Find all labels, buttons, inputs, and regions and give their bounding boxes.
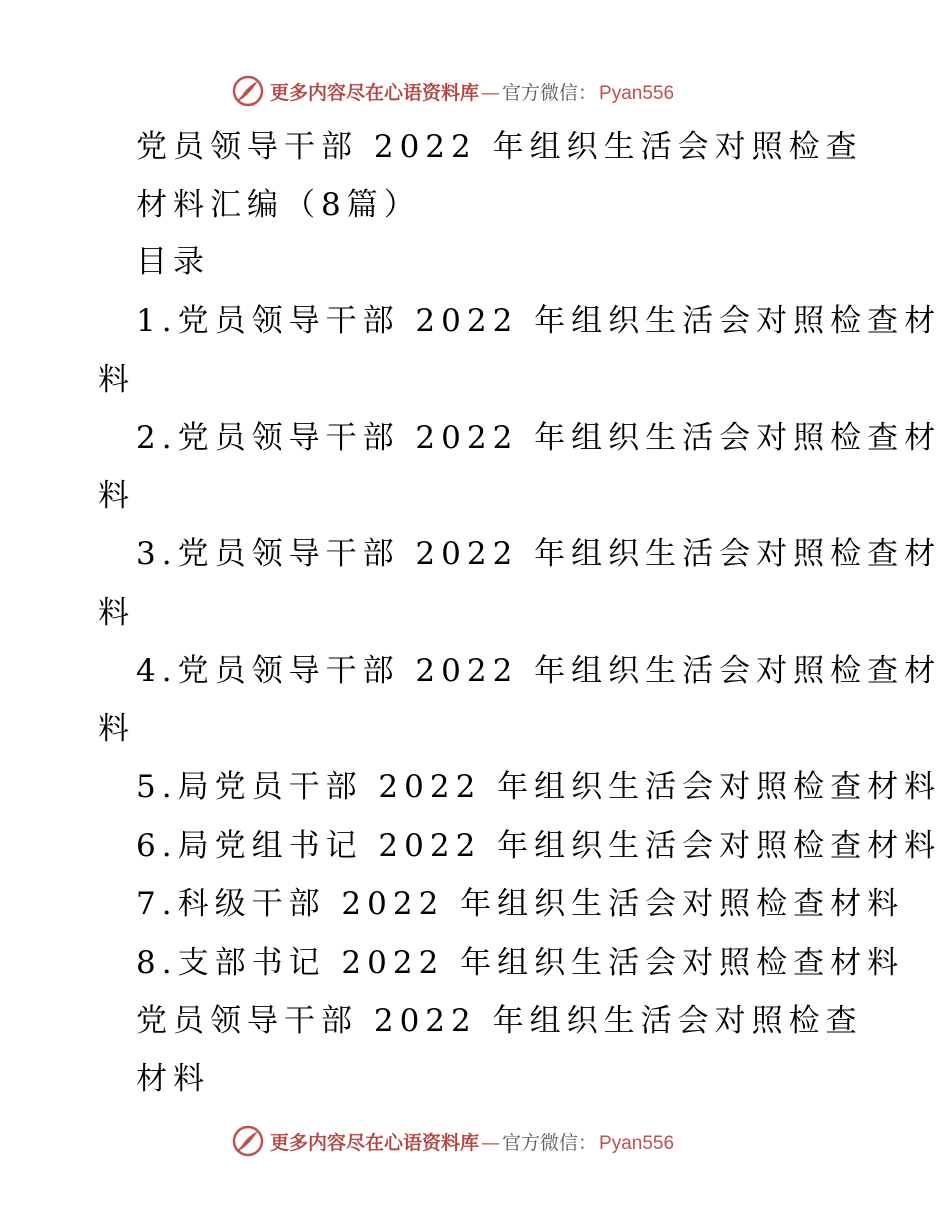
watermark-site: 更多内容尽在心语资料库 (270, 1131, 480, 1154)
watermark-text (270, 78, 674, 105)
toc-item-4-cont: 料 (98, 711, 135, 747)
toc-item-2: 2.党员领导干部 2022 年组织生活会对照检查材 (136, 420, 942, 456)
toc-heading: 目录 (136, 244, 210, 280)
quill-logo-icon (232, 75, 264, 107)
toc-item-4: 4.党员领导干部 2022 年组织生活会对照检查材 (136, 653, 942, 689)
toc-item-3-cont: 料 (98, 595, 135, 631)
watermark-site: 更多内容尽在心语资料库 (270, 81, 480, 104)
watermark-wechat-id: Pyan556 (599, 82, 675, 104)
section-title-line2: 材料 (136, 1061, 210, 1097)
toc-item-3: 3.党员领导干部 2022 年组织生活会对照检查材 (136, 536, 942, 572)
watermark-dash: — (481, 81, 501, 104)
document-title-line2: 材料汇编（8篇） (136, 187, 421, 223)
toc-item-6: 6.局党组书记 2022 年组织生活会对照检查材料 (136, 828, 942, 864)
toc-item-7: 7.科级干部 2022 年组织生活会对照检查材料 (136, 886, 905, 922)
quill-logo-icon (232, 1125, 264, 1157)
toc-item-8: 8.支部书记 2022 年组织生活会对照检查材料 (136, 945, 905, 981)
toc-item-5: 5.局党员干部 2022 年组织生活会对照检查材料 (136, 769, 942, 805)
watermark-wechat-label: 官方微信： (502, 1131, 598, 1154)
toc-item-2-cont: 料 (98, 478, 135, 514)
section-title-line1: 党员领导干部 2022 年组织生活会对照检查 (136, 1003, 863, 1039)
header-watermark (232, 74, 674, 108)
watermark-wechat-label: 官方微信： (502, 81, 598, 104)
watermark-dash: — (481, 1131, 501, 1154)
footer-watermark (232, 1124, 674, 1158)
toc-item-1-cont: 料 (98, 362, 135, 398)
watermark-wechat-id: Pyan556 (599, 1132, 675, 1154)
document-title-line1: 党员领导干部 2022 年组织生活会对照检查 (136, 129, 863, 165)
watermark-text (270, 1128, 674, 1155)
toc-item-1: 1.党员领导干部 2022 年组织生活会对照检查材 (136, 303, 942, 339)
